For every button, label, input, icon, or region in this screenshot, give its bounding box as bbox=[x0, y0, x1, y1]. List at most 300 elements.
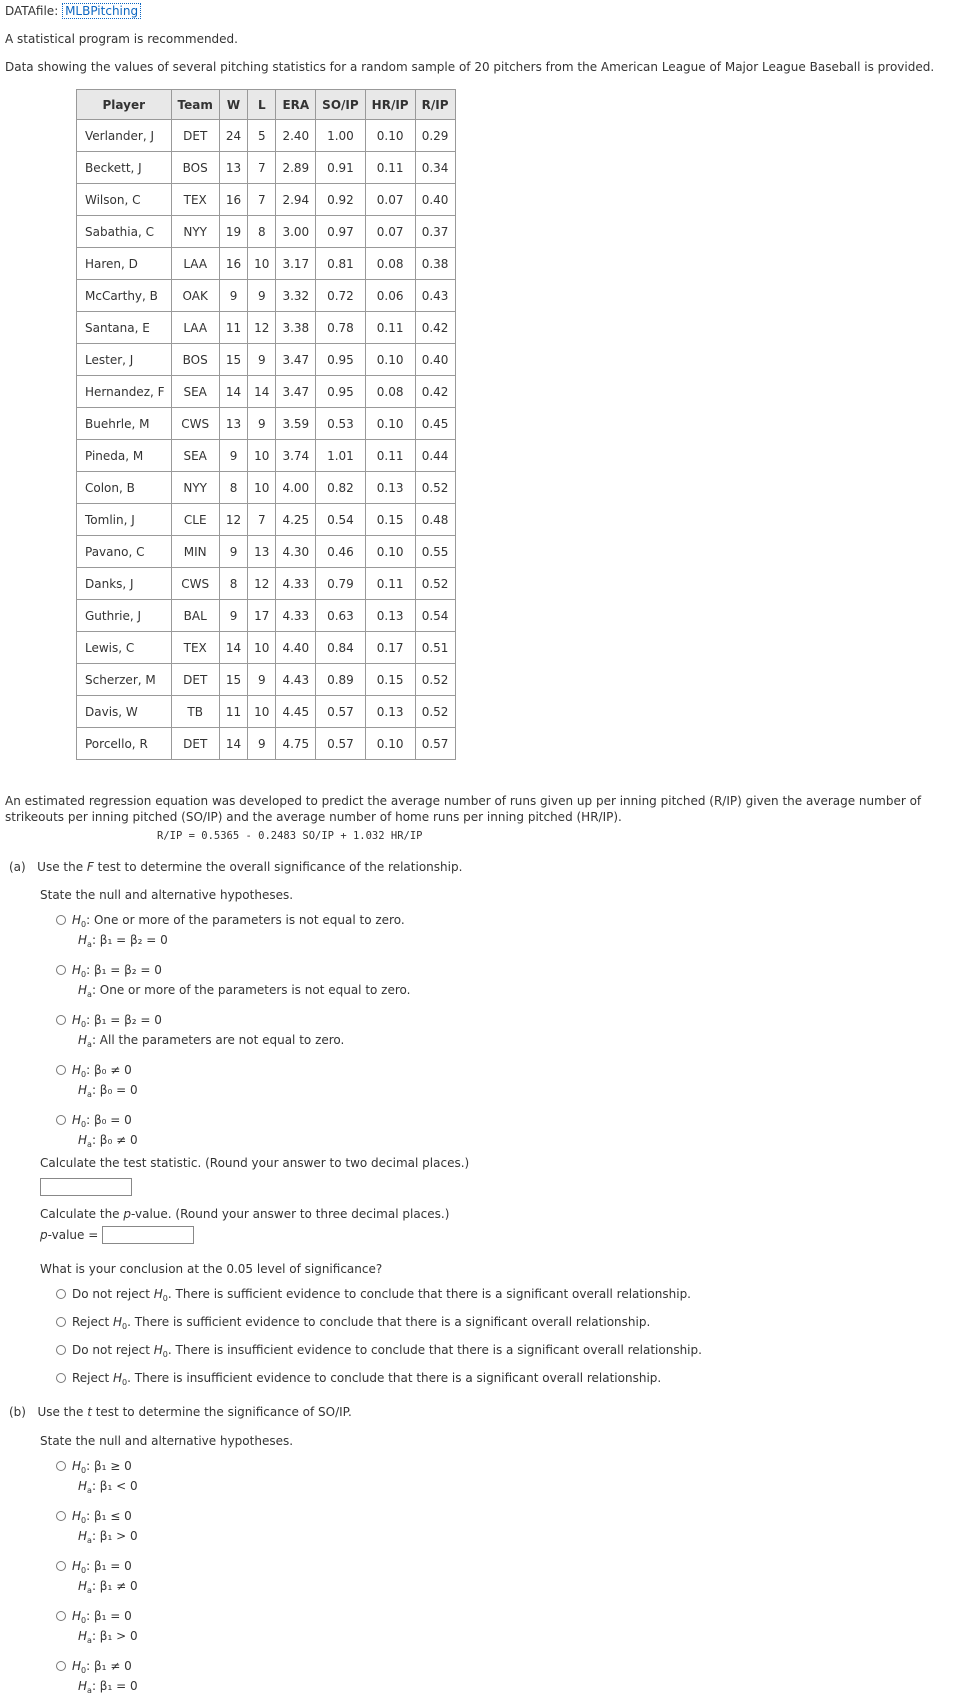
table-cell: 0.11 bbox=[365, 152, 415, 184]
table-cell: 0.89 bbox=[316, 664, 366, 696]
datafile-line bbox=[5, 4, 141, 18]
table-cell: TEX bbox=[171, 632, 219, 664]
recommend-text: A statistical program is recommended. bbox=[5, 32, 238, 46]
conclusion-text-post: . There is insufficient evidence to conclude that there is a significant overall relationship. bbox=[167, 1343, 702, 1357]
table-row bbox=[77, 344, 456, 376]
test-statistic-prompt: Calculate the test statistic. (Round your answer to two decimal places.) bbox=[40, 1156, 470, 1170]
hypothesis-symbol: $H_a$: bbox=[78, 1133, 100, 1149]
radio-button[interactable] bbox=[56, 1015, 66, 1025]
hypothesis-symbol: $H_a$: bbox=[78, 1629, 100, 1645]
table-cell: 8 bbox=[219, 472, 247, 504]
hypothesis-h: H bbox=[72, 1459, 82, 1473]
hypothesis-subscript: 0 bbox=[162, 1294, 168, 1303]
table-cell: 0.92 bbox=[316, 184, 366, 216]
table-cell: 0.57 bbox=[316, 728, 366, 760]
hypothesis-h: H bbox=[78, 1083, 88, 1097]
hypothesis-subscript: a bbox=[87, 1586, 92, 1595]
table-cell: 0.95 bbox=[316, 376, 366, 408]
hypothesis-symbol: $H_0$: bbox=[72, 1659, 94, 1675]
table-cell: 0.08 bbox=[365, 376, 415, 408]
hypothesis-h: H bbox=[72, 1113, 82, 1127]
table-row bbox=[77, 184, 456, 216]
radio-button[interactable] bbox=[56, 965, 66, 975]
column-header: L bbox=[248, 90, 276, 120]
table-cell: 24 bbox=[219, 120, 247, 152]
table-cell: 0.63 bbox=[316, 600, 366, 632]
table-cell: 0.52 bbox=[415, 568, 455, 600]
null-hypothesis-text: β₁ ≤ 0 bbox=[93, 1509, 132, 1523]
alternative-hypothesis bbox=[78, 1626, 138, 1651]
table-cell: 8 bbox=[248, 216, 276, 248]
hypothesis-symbol: $H_0$: bbox=[72, 1013, 94, 1029]
table-cell: 0.08 bbox=[365, 248, 415, 280]
hypothesis-h: H bbox=[78, 983, 88, 997]
table-cell: 0.40 bbox=[415, 344, 455, 376]
hypothesis-h: H bbox=[153, 1287, 163, 1301]
hypothesis-subscript: 0 bbox=[81, 1566, 87, 1575]
table-cell: 1.01 bbox=[316, 440, 366, 472]
column-header: HR/IP bbox=[365, 90, 415, 120]
hypothesis-subscript: 0 bbox=[122, 1378, 128, 1387]
hypothesis-symbol: $H_a$: bbox=[78, 983, 100, 999]
table-cell: Hernandez, F bbox=[77, 376, 172, 408]
table-cell: 10 bbox=[248, 248, 276, 280]
pvalue-prompt-p: p bbox=[123, 1207, 131, 1221]
table-cell: 3.47 bbox=[276, 344, 316, 376]
table-cell: 4.33 bbox=[276, 600, 316, 632]
null-hypothesis-text: β₁ ≥ 0 bbox=[93, 1459, 132, 1473]
intro-text: Data showing the values of several pitching statistics for a random sample of 20 pitchers from the American League of Major League Baseball is provided. bbox=[5, 60, 935, 74]
radio-button[interactable] bbox=[56, 1115, 66, 1125]
table-cell: 1.00 bbox=[316, 120, 366, 152]
column-header: ERA bbox=[276, 90, 316, 120]
hypothesis-h: H bbox=[78, 1679, 88, 1693]
table-cell: 8 bbox=[219, 568, 247, 600]
table-cell: 0.52 bbox=[415, 472, 455, 504]
hypothesis-subscript: 0 bbox=[81, 1070, 87, 1079]
table-row bbox=[77, 152, 456, 184]
hypothesis-h: H bbox=[72, 1013, 82, 1027]
alternative-hypothesis bbox=[78, 1676, 138, 1701]
table-cell: 3.74 bbox=[276, 440, 316, 472]
hypothesis-h: H bbox=[72, 1609, 82, 1623]
table-cell: 15 bbox=[219, 344, 247, 376]
table-cell: Davis, W bbox=[77, 696, 172, 728]
table-cell: 0.11 bbox=[365, 568, 415, 600]
table-cell: CWS bbox=[171, 408, 219, 440]
hypothesis-subscript: a bbox=[87, 1090, 92, 1099]
table-cell: Pavano, C bbox=[77, 536, 172, 568]
table-cell: NYY bbox=[171, 216, 219, 248]
hypothesis-h: H bbox=[78, 1529, 88, 1543]
table-cell: 0.38 bbox=[415, 248, 455, 280]
hypothesis-h: H bbox=[113, 1371, 123, 1385]
hypothesis-symbol: $H_a$: bbox=[78, 1579, 100, 1595]
conclusion-option[interactable] bbox=[56, 1340, 702, 1365]
table-cell: 12 bbox=[248, 568, 276, 600]
hypothesis-h: H bbox=[72, 1659, 82, 1673]
table-cell: 11 bbox=[219, 696, 247, 728]
hypothesis-subscript: a bbox=[87, 940, 92, 949]
null-hypothesis-text: β₀ = 0 bbox=[93, 1113, 132, 1127]
hypothesis-subscript: a bbox=[87, 1140, 92, 1149]
hypothesis-symbol: $H_0$: bbox=[72, 1609, 94, 1625]
table-cell: TEX bbox=[171, 184, 219, 216]
conclusion-text-pre: Reject bbox=[72, 1371, 114, 1385]
table-cell: 0.52 bbox=[415, 696, 455, 728]
table-row bbox=[77, 408, 456, 440]
table-cell: 0.13 bbox=[365, 696, 415, 728]
table-cell: 7 bbox=[248, 504, 276, 536]
column-header: R/IP bbox=[415, 90, 455, 120]
part-b-question-post: test to determine the significance of SO/IP. bbox=[91, 1405, 352, 1419]
hypothesis-subscript: 0 bbox=[81, 1666, 87, 1675]
table-row bbox=[77, 280, 456, 312]
alternative-hypothesis-text: β₀ = 0 bbox=[99, 1083, 138, 1097]
table-cell: 0.44 bbox=[415, 440, 455, 472]
table-cell: 15 bbox=[219, 664, 247, 696]
radio-button[interactable] bbox=[56, 1289, 66, 1299]
table-cell: 2.89 bbox=[276, 152, 316, 184]
column-header: SO/IP bbox=[316, 90, 366, 120]
table-cell: 9 bbox=[248, 344, 276, 376]
datafile-link[interactable]: MLBPitching bbox=[62, 3, 141, 19]
table-cell: BOS bbox=[171, 344, 219, 376]
part-a-label: (a) bbox=[9, 860, 26, 874]
pvalue-input[interactable] bbox=[102, 1226, 194, 1244]
table-cell: Wilson, C bbox=[77, 184, 172, 216]
alternative-hypothesis-text: All the parameters are not equal to zero. bbox=[99, 1033, 345, 1047]
table-cell: 3.59 bbox=[276, 408, 316, 440]
table-row bbox=[77, 632, 456, 664]
table-row bbox=[77, 312, 456, 344]
table-row bbox=[77, 728, 456, 760]
table-header-row bbox=[77, 90, 456, 120]
conclusion-text-pre: Reject bbox=[72, 1315, 114, 1329]
table-cell: 0.06 bbox=[365, 280, 415, 312]
hypothesis-subscript: 0 bbox=[81, 1120, 87, 1129]
table-cell: 4.33 bbox=[276, 568, 316, 600]
table-cell: Santana, E bbox=[77, 312, 172, 344]
table-row bbox=[77, 696, 456, 728]
table-cell: 10 bbox=[248, 440, 276, 472]
table-cell: 0.45 bbox=[415, 408, 455, 440]
alternative-hypothesis bbox=[78, 930, 168, 955]
table-cell: 11 bbox=[219, 312, 247, 344]
table-cell: 0.13 bbox=[365, 472, 415, 504]
table-cell: Tomlin, J bbox=[77, 504, 172, 536]
radio-button[interactable] bbox=[56, 915, 66, 925]
part-a-question-post: test to determine the overall significance of the relationship. bbox=[93, 860, 463, 874]
hypothesis-h: H bbox=[78, 1629, 88, 1643]
table-cell: 0.10 bbox=[365, 344, 415, 376]
table-cell: Scherzer, M bbox=[77, 664, 172, 696]
radio-button[interactable] bbox=[56, 1561, 66, 1571]
pvalue-label-rest: -value = bbox=[47, 1228, 99, 1242]
table-cell: Danks, J bbox=[77, 568, 172, 600]
pitching-data-table bbox=[76, 89, 456, 760]
table-cell: 14 bbox=[219, 376, 247, 408]
hypothesis-h: H bbox=[78, 1133, 88, 1147]
table-cell: 4.00 bbox=[276, 472, 316, 504]
table-cell: 4.43 bbox=[276, 664, 316, 696]
alternative-hypothesis-text: β₁ > 0 bbox=[99, 1629, 138, 1643]
table-cell: DET bbox=[171, 728, 219, 760]
table-cell: LAA bbox=[171, 312, 219, 344]
pvalue-prompt-post: -value. (Round your answer to three decimal places.) bbox=[131, 1207, 450, 1221]
table-cell: TB bbox=[171, 696, 219, 728]
table-cell: 9 bbox=[248, 408, 276, 440]
null-hypothesis-text: β₀ ≠ 0 bbox=[93, 1063, 132, 1077]
conclusion-option[interactable] bbox=[56, 1312, 650, 1337]
table-cell: 0.82 bbox=[316, 472, 366, 504]
table-cell: Beckett, J bbox=[77, 152, 172, 184]
table-cell: 9 bbox=[219, 600, 247, 632]
table-cell: 0.42 bbox=[415, 312, 455, 344]
hypothesis-subscript: a bbox=[87, 1040, 92, 1049]
table-cell: Buehrle, M bbox=[77, 408, 172, 440]
table-cell: Haren, D bbox=[77, 248, 172, 280]
table-cell: 13 bbox=[219, 152, 247, 184]
table-cell: 14 bbox=[219, 728, 247, 760]
hypothesis-symbol: $H_0$: bbox=[72, 963, 94, 979]
hypothesis-symbol: $H_0$: bbox=[72, 1509, 94, 1525]
regression-description-2: strikeouts per inning pitched (SO/IP) and the average number of home runs per inning pitched (HR/IP). bbox=[5, 810, 622, 824]
column-header: Player bbox=[77, 90, 172, 120]
table-cell: 0.13 bbox=[365, 600, 415, 632]
table-cell: 0.43 bbox=[415, 280, 455, 312]
table-cell: Lester, J bbox=[77, 344, 172, 376]
table-cell: 4.40 bbox=[276, 632, 316, 664]
table-row bbox=[77, 216, 456, 248]
pvalue-prompt-pre: Calculate the bbox=[40, 1207, 124, 1221]
table-cell: SEA bbox=[171, 440, 219, 472]
table-row bbox=[77, 504, 456, 536]
table-cell: 0.91 bbox=[316, 152, 366, 184]
alternative-hypothesis bbox=[78, 1080, 138, 1105]
table-cell: 0.55 bbox=[415, 536, 455, 568]
table-cell: CWS bbox=[171, 568, 219, 600]
table-cell: LAA bbox=[171, 248, 219, 280]
hypothesis-h: H bbox=[113, 1315, 123, 1329]
conclusion-option[interactable] bbox=[56, 1368, 661, 1393]
table-cell: 10 bbox=[248, 632, 276, 664]
table-cell: 0.57 bbox=[415, 728, 455, 760]
table-cell: CLE bbox=[171, 504, 219, 536]
table-cell: 7 bbox=[248, 184, 276, 216]
part-a-question-pre: Use the bbox=[37, 860, 87, 874]
alternative-hypothesis-text: β₁ ≠ 0 bbox=[99, 1579, 138, 1593]
table-cell: 13 bbox=[248, 536, 276, 568]
hypothesis-symbol: $H_0$: bbox=[72, 1113, 94, 1129]
table-cell: 14 bbox=[219, 632, 247, 664]
table-cell: 0.57 bbox=[316, 696, 366, 728]
hypothesis-symbol: $H_a$: bbox=[78, 1033, 100, 1049]
radio-button[interactable] bbox=[56, 1317, 66, 1327]
table-cell: 0.46 bbox=[316, 536, 366, 568]
table-cell: 0.37 bbox=[415, 216, 455, 248]
null-hypothesis-text: β₁ = β₂ = 0 bbox=[93, 1013, 162, 1027]
table-cell: BAL bbox=[171, 600, 219, 632]
hypothesis-h: H bbox=[72, 963, 82, 977]
table-cell: 0.10 bbox=[365, 536, 415, 568]
table-cell: 9 bbox=[219, 536, 247, 568]
table-cell: 4.30 bbox=[276, 536, 316, 568]
regression-equation: R/IP = 0.5365 - 0.2483 SO/IP + 1.032 HR/IP bbox=[157, 830, 423, 842]
pvalue-label bbox=[40, 1228, 98, 1242]
table-cell: BOS bbox=[171, 152, 219, 184]
table-cell: 0.52 bbox=[415, 664, 455, 696]
radio-button[interactable] bbox=[56, 1611, 66, 1621]
conclusion-prompt: What is your conclusion at the 0.05 level of significance? bbox=[40, 1262, 383, 1276]
table-cell: 0.51 bbox=[415, 632, 455, 664]
table-cell: 0.48 bbox=[415, 504, 455, 536]
hypothesis-subscript: a bbox=[87, 1686, 92, 1695]
hypothesis-symbol: $H_0$: bbox=[72, 913, 94, 929]
conclusion-option[interactable] bbox=[56, 1284, 691, 1309]
table-cell: 14 bbox=[248, 376, 276, 408]
conclusion-text-post: . There is sufficient evidence to conclude that there is a significant overall relationship. bbox=[167, 1287, 691, 1301]
table-cell: 0.15 bbox=[365, 504, 415, 536]
table-cell: 7 bbox=[248, 152, 276, 184]
alternative-hypothesis bbox=[78, 1476, 138, 1501]
pvalue-label-p: p bbox=[40, 1228, 48, 1242]
part-b-state-prompt: State the null and alternative hypotheses. bbox=[40, 1434, 294, 1448]
hypothesis-subscript: a bbox=[87, 1536, 92, 1545]
table-row bbox=[77, 120, 456, 152]
table-cell: 0.84 bbox=[316, 632, 366, 664]
hypothesis-subscript: 0 bbox=[81, 1020, 87, 1029]
alternative-hypothesis-text: β₀ ≠ 0 bbox=[99, 1133, 138, 1147]
table-cell: 0.11 bbox=[365, 440, 415, 472]
part-b-question bbox=[9, 1405, 352, 1419]
table-cell: 0.79 bbox=[316, 568, 366, 600]
hypothesis-subscript: 0 bbox=[81, 970, 87, 979]
hypothesis-subscript: 0 bbox=[122, 1322, 128, 1331]
table-cell: 0.11 bbox=[365, 312, 415, 344]
table-cell: 12 bbox=[219, 504, 247, 536]
hypothesis-subscript: 0 bbox=[162, 1350, 168, 1359]
hypothesis-subscript: a bbox=[87, 1636, 92, 1645]
hypothesis-subscript: a bbox=[87, 990, 92, 999]
table-cell: 0.17 bbox=[365, 632, 415, 664]
table-cell: SEA bbox=[171, 376, 219, 408]
table-cell: 3.17 bbox=[276, 248, 316, 280]
hypothesis-symbol: $H_a$: bbox=[78, 1083, 100, 1099]
radio-button[interactable] bbox=[56, 1065, 66, 1075]
alternative-hypothesis bbox=[78, 1526, 138, 1551]
null-hypothesis-text: β₁ = β₂ = 0 bbox=[93, 963, 162, 977]
part-a-question bbox=[9, 860, 462, 874]
table-row bbox=[77, 248, 456, 280]
table-cell: 0.07 bbox=[365, 184, 415, 216]
table-row bbox=[77, 440, 456, 472]
regression-description-1: An estimated regression equation was developed to predict the average number of runs given up per inning pitched (R/IP) given the average number of bbox=[5, 794, 922, 808]
hypothesis-h: H bbox=[72, 1509, 82, 1523]
table-row bbox=[77, 568, 456, 600]
part-b-question-t: t bbox=[87, 1405, 92, 1419]
hypothesis-subscript: 0 bbox=[81, 920, 87, 929]
hypothesis-symbol: $H_0$: bbox=[72, 1063, 94, 1079]
table-cell: 4.45 bbox=[276, 696, 316, 728]
test-statistic-input[interactable] bbox=[40, 1178, 132, 1196]
null-hypothesis-text: One or more of the parameters is not equal to zero. bbox=[93, 913, 405, 927]
table-cell: OAK bbox=[171, 280, 219, 312]
table-cell: 0.81 bbox=[316, 248, 366, 280]
table-cell: NYY bbox=[171, 472, 219, 504]
table-cell: 0.53 bbox=[316, 408, 366, 440]
table-cell: 9 bbox=[248, 664, 276, 696]
table-cell: McCarthy, B bbox=[77, 280, 172, 312]
alternative-hypothesis bbox=[78, 1130, 138, 1155]
table-cell: 0.97 bbox=[316, 216, 366, 248]
table-cell: 0.40 bbox=[415, 184, 455, 216]
table-cell: 3.38 bbox=[276, 312, 316, 344]
table-cell: 5 bbox=[248, 120, 276, 152]
table-row bbox=[77, 376, 456, 408]
hypothesis-h: H bbox=[78, 1479, 88, 1493]
conclusion-text-post: . There is sufficient evidence to conclude that there is a significant overall relationship. bbox=[127, 1315, 651, 1329]
hypothesis-h: H bbox=[78, 1579, 88, 1593]
radio-button[interactable] bbox=[56, 1461, 66, 1471]
table-cell: 9 bbox=[219, 280, 247, 312]
hypothesis-h: H bbox=[78, 1033, 88, 1047]
alternative-hypothesis-text: β₁ < 0 bbox=[99, 1479, 138, 1493]
table-cell: MIN bbox=[171, 536, 219, 568]
datafile-label: DATAfile: bbox=[5, 4, 59, 18]
table-cell: 12 bbox=[248, 312, 276, 344]
pvalue-prompt bbox=[40, 1207, 449, 1221]
table-cell: 0.15 bbox=[365, 664, 415, 696]
radio-button[interactable] bbox=[56, 1373, 66, 1383]
table-cell: Pineda, M bbox=[77, 440, 172, 472]
table-cell: 16 bbox=[219, 248, 247, 280]
column-header: Team bbox=[171, 90, 219, 120]
table-cell: 4.25 bbox=[276, 504, 316, 536]
table-row bbox=[77, 664, 456, 696]
table-cell: 9 bbox=[248, 728, 276, 760]
radio-button[interactable] bbox=[56, 1661, 66, 1671]
part-a-question-f: F bbox=[86, 860, 94, 874]
table-row bbox=[77, 600, 456, 632]
hypothesis-symbol: $H_0$: bbox=[72, 1559, 94, 1575]
hypothesis-h: H bbox=[78, 933, 88, 947]
part-a-state-prompt: State the null and alternative hypotheses. bbox=[40, 888, 294, 902]
hypothesis-symbol: $H_a$: bbox=[78, 1679, 100, 1695]
table-cell: 0.78 bbox=[316, 312, 366, 344]
hypothesis-h: H bbox=[72, 1063, 82, 1077]
hypothesis-symbol: $H_0$: bbox=[72, 1459, 94, 1475]
table-cell: 4.75 bbox=[276, 728, 316, 760]
hypothesis-symbol: $H_a$: bbox=[78, 1529, 100, 1545]
alternative-hypothesis bbox=[78, 1030, 344, 1055]
table-cell: Colon, B bbox=[77, 472, 172, 504]
alternative-hypothesis bbox=[78, 980, 410, 1005]
table-cell: 10 bbox=[248, 472, 276, 504]
radio-button[interactable] bbox=[56, 1511, 66, 1521]
alternative-hypothesis-text: One or more of the parameters is not equal to zero. bbox=[99, 983, 411, 997]
table-cell: Verlander, J bbox=[77, 120, 172, 152]
radio-button[interactable] bbox=[56, 1345, 66, 1355]
conclusion-text-post: . There is insufficient evidence to conclude that there is a significant overall relationship. bbox=[127, 1371, 662, 1385]
table-cell: Porcello, R bbox=[77, 728, 172, 760]
table-cell: 9 bbox=[248, 280, 276, 312]
hypothesis-h: H bbox=[72, 1559, 82, 1573]
table-cell: 17 bbox=[248, 600, 276, 632]
alternative-hypothesis-text: β₁ > 0 bbox=[99, 1529, 138, 1543]
table-cell: 0.10 bbox=[365, 120, 415, 152]
part-b-question-pre: Use the bbox=[37, 1405, 88, 1419]
